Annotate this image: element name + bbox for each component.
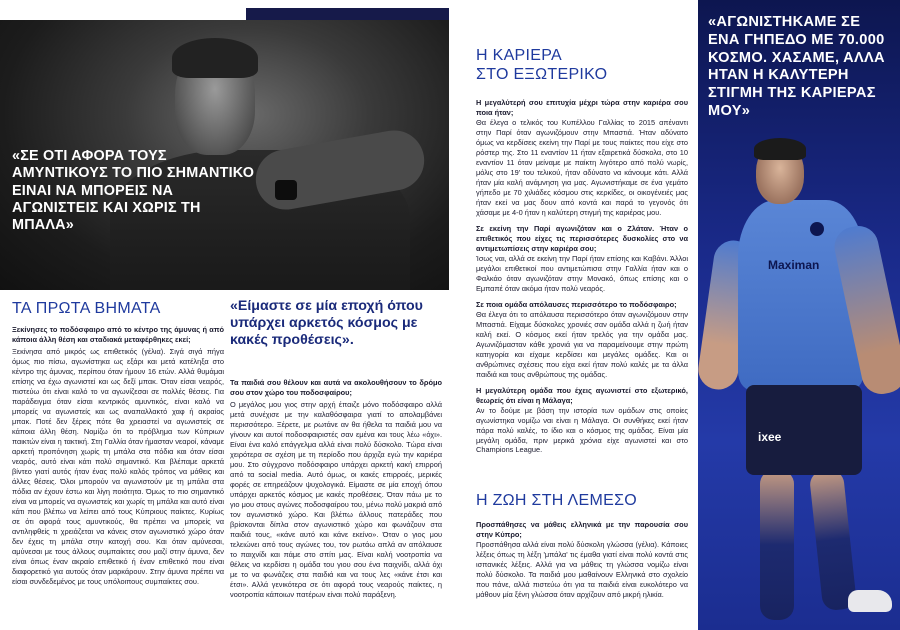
- answer-biggest-success: Θα έλεγα ο τελικός του Κυπέλλου Γαλλίας το 2015 απέναντι στην Παρί όταν αγωνιζόμουν στην Μπαστιά. Ήταν αδύνατο όμως να κερδίσεις εκείνη την Παρί με τους παίκτες που είχε στο ρόστερ της. Στο 11 εναντίον 11 ήταν εξαιρετικά δύσκολα, στο 10 εναντίον 11 όταν μείναμε με παίκτη λιγότερο από πολύ νωρίς, μόλις στο 19' του τελικού, ήταν αδύνατο να κάνουμε κάτι. Αλλά ήταν μία καλή ανάμνηση για μας. Αγωνιστήκαμε σε ένα γεμάτο γήπεδο με 70 χιλιάδες κόσμου στις κερκίδες, οι οικογένειές μας ήταν εκεί να μας δουν από κοντά και παρά το γεγονός ότι χάσαμε με 4-0 ήταν η καλύτερη στιγμή της καριέρας μου.: [476, 117, 688, 217]
- column-career-abroad: [476, 98, 688, 461]
- question-malaga: Η μεγαλύτερη ομάδα που έχεις αγωνιστεί στο εξωτερικό, θεωρείς ότι είναι η Μάλαγα;: [476, 385, 688, 405]
- pull-quote: «Είμαστε σε μία εποχή όπου υπάρχει αρκετός κόσμος με κακές προθέσεις».: [230, 298, 423, 349]
- answer-enjoyed-most: Θα έλεγα ότι το απόλαυσα περισσότερο όταν αγωνιζόμουν στην Μπαστιά. Είχαμε δύσκολες χρονιές σαν ομάδα αλλά η ζωή ήταν καλή εκεί. Ο κόσμος εκεί ήταν τρελός για την ομάδα μας. Αγωνιζόμασταν κάθε χρονιά για να παραμείνουμε στην πρώτη κατηγορία και είχαμε κερδίσει και μεγάλες ομάδες. Και οι ανθρώπινες σχέσεις που είχα εκεί ήταν πολύ καλές με τα άλλα παιδιά και τους ανθρώπους της ομάδας.: [476, 309, 688, 379]
- player-portrait-photo: [0, 20, 449, 290]
- question-greek: Προσπάθησες να μάθεις ελληνικά με την παρουσία σου στην Κύπρο;: [476, 520, 688, 539]
- question-enjoyed-most: Σε ποια ομάδα απόλαυσες περισσότερο το ποδόσφαιρο;: [476, 299, 677, 309]
- heading-line-2: ΣΤΟ ΕΞΩΤΕΡΙΚΟ: [476, 66, 608, 84]
- jersey-sponsor: Maximan: [768, 258, 820, 272]
- portrait-hair: [172, 38, 258, 78]
- player-left-leg: [760, 470, 794, 620]
- watch-icon: [275, 180, 297, 200]
- answer-malaga: Αν το δούμε με βάση την ιστορία των ομάδων στις οποίες αγωνίστηκα νομίζω ναι είναι η Μάλαγα. Οι συνθήκες εκεί ήταν πάρα πολύ καλές, το ίδιο και ο κόσμος της ομάδας. Είναι μία μεγάλη ομάδα, πριν μερικά χρόνια είχε αγωνιστεί και στο Champions League.: [476, 405, 688, 455]
- right-feature-panel: [698, 0, 900, 630]
- column-children: [230, 378, 442, 600]
- top-accent-bar: [246, 8, 449, 20]
- player-hair: [754, 138, 806, 160]
- answer-zlatan: Ίσως ναι, αλλά σε εκείνη την Παρί ήταν επίσης και Καβάνι. Άλλοι μεγάλοι επιθετικοί που αντιμετώπισα στην Γαλλία ήταν και ο Φαλκάο όταν αγωνιζόταν στην Μονακό, όπως επίσης και ο Εμπαπέ όταν ακόμα ήταν πολύ νεαρός.: [476, 253, 688, 293]
- portrait-quote: «ΣΕ ΟΤΙ ΑΦΟΡΑ ΤΟΥΣ ΑΜΥΝΤΙΚΟΥΣ ΤΟ ΠΙΟ ΣΗΜΑΝΤΙΚΟ ΕΙΝΑΙ ΝΑ ΜΠΟΡΕΙΣ ΝΑ ΑΓΩΝΙΣΤΕΙΣ ΚΑΙ ΧΩΡΙΣ ΤΗ ΜΠΑΛΑ»: [12, 148, 255, 234]
- column-first-steps: [12, 325, 224, 587]
- question-biggest-success: Η μεγαλύτερή σου επιτυχία μέχρι τώρα στην καριέρα σου ποια ήταν;: [476, 98, 688, 117]
- question-first-steps: Ξεκίνησες το ποδόσφαιρο από το κέντρο της άμυνας ή από κάποια άλλη θέση και σταδιακά μεταφέρθηκες εκεί;: [12, 325, 224, 344]
- player-right-leg: [809, 469, 857, 612]
- player-action-photo: [698, 130, 900, 630]
- section-heading-life-limassol: Η ΖΩΗ ΣΤΗ ΛΕΜΕΣΟ: [476, 492, 638, 509]
- question-children: Τα παιδιά σου θέλουν και αυτά να ακολουθήσουν το δρόμο σου στον χώρο του ποδοσφαίρου;: [230, 378, 442, 397]
- right-quote: «ΑΓΩΝΙΣΤΗΚΑΜΕ ΣΕ ΕΝΑ ΓΗΠΕΔΟ ΜΕ 70.000 ΚΟΣΜΟ. ΧΑΣΑΜΕ, ΑΛΛΑ ΗΤΑΝ Η ΚΑΛΥΤΕΡΗ ΣΤΙΓΜΗ ΤΗΣ ΚΑΡΙΕΡΑΣ ΜΟΥ»: [708, 14, 885, 119]
- heading-line-1: Η ΚΑΡΙΕΡΑ: [476, 47, 562, 64]
- answer-children: Ο μεγάλος μου γιος στην αρχή έπαιζε μόνο ποδόσφαιρο αλλά μετά συνέχισε με την καλαθόσφαιρα γιατί το απολαμβάνει περισσότερο. Ξέρετε, με ρωτάνε αν θα ήθελα τα παιδιά μου να γίνουν και αυτοί ποδοσφαιριστές σαν εμένα και τους λέω «όχι». Είναι ένα καλό επάγγελμα αλλά είναι πολύ δύσκολο. Τώρα είναι χειρότερα σε σχέση με τη περίοδο που άρχιζα εγώ την καριέρα μου. Στο σύγχρονο ποδόσφαιρο υπάρχει αρκετή κακή επιρροή από τα social media. Αυτό όμως, οι κακές επιρροές, μερικές φορές σε επηρεάζουν ψυχολογικά. Είμαστε σε μία εποχή όπου υπάρχει αρκετός κόσμος με κακές προθέσεις. Όταν πάω με το γιο μου στους αγώνες ποδοσφαίρου του, μένω πολύ μακριά από τον αγωνιστικό χώρο. Και βλέπω άλλους πατεράδες που βρίσκονται δίπλα στον αγωνιστικό χώρο και φωνάζουν στα παιδιά τους, «κάνε αυτό και κάνε εκείνο». Όταν ο γιος μου τελειώνει από τους αγώνες του, τον ρωτάω απλά αν απόλαυσε το παιχνίδι και πάμε στο σπίτι μας. Είναι καλή νοοτροπία να θέλεις να κερδίσει η ομάδα του γιου σου ένα παιχνίδι, αλλά όχι με το να φωνάζεις στα παιδιά και να τους λες «κάνε έτσι και έτσι». Αλλά γενικότερα σε ότι αφορά τους νεαρούς παίκτες, η νοοτροπία κάποιων πατέρων είναι πολύ παράξενη.: [230, 399, 442, 599]
- question-zlatan: Σε εκείνη την Παρί αγωνιζόταν και ο Ζλάταν. Ήταν ο επιθετικός που είχες τις περισσότερες δυσκολίες στο να αντιμετωπίσεις στην καριέρα σου;: [476, 223, 688, 253]
- column-life-limassol: [476, 520, 688, 600]
- shorts-sponsor: ixee: [758, 430, 782, 444]
- answer-greek: Προσπάθησα αλλά είναι πολύ δύσκολη γλώσσα (γέλια). Κάποιες λέξεις όπως τη λέξη 'μπάλα' τις έμαθα γιατί είναι πολύ κοντά στις ισπανικές λέξεις. Αλλά για να μάθεις τη γλώσσα νομίζω είναι πολύ δύσκολο. Τα παιδιά μου μαθαίνουν Ελληνικά στο σχολείο που πάνε, αλλά πιστεύω ότι για τα παιδιά είναι ευκολότερο να μάθουν μία ξένη γλώσσα όταν αρχίζουν από μικρή ηλικία.: [476, 539, 688, 599]
- section-heading-career-abroad: [476, 46, 607, 84]
- boot-icon: [848, 590, 892, 612]
- answer-first-steps: Ξεκίνησα από μικρός ως επιθετικός (γέλια). Σιγά σιγά πήγα όμως πιο πίσω, αγωνίστηκα ως εξάρι και μετά κατέληξα στο κέντρο της άμυνας, περίπου όταν ήμουν 16 ετών. Αλλά θυμάμαι επίσης να έχω αγωνιστεί και ως δεξί μπακ. Όταν είσαι νεαρός, πιστεύω ότι είναι καλό το να αγωνίζεσαι σε πολλές θέσεις. Για παράδειγμα όταν είσαι κεντρικός αμυντικός, είναι καλό να μπορείς να αγωνιστείς και ως αναπαλλακτό χαφ ή ακραίος μπακ. Ποτέ δεν ξέρεις πότε θα χρειαστεί να αγωνιστείς σε κάποια άλλη θέση. Νομίζω ότι το πρόβλημα των Κύπριων παικτών είναι η τακτική. Στη Γαλλία όταν ήμασταν νεαροί, κάναμε αρκετή προπόνηση χωρίς τη μπάλα στα πόδια και όταν είσαι νεαρός, αυτό είναι κάτι πολύ σημαντικό. Και βλέπαμε αρκετά βίντεο γιατί αυτός ήταν ένας πολύ καλός τρόπος να μάθεις και άλλες θέσεις. Όλοι μπορούν να αγωνιστούν με τη μπάλα στα πόδια αν έχουν έστω και λίγη ποιότητα. Όμως το πιο σημαντικό είναι να μπορείς να αγωνιστείς και χωρίς τη μπάλα και αυτό είναι κάτι που βλέπω να λείπει από τους Κύπριους παίκτες. Κυρίως σε ότι αφορά τους αμυντικούς, θα πρέπει να μπορείς να αντιληφθείς τι χρειάζεται να κάνεις στον αγωνιστικό χώρο όταν δεν έχεις τη μπάλα στην κατοχή σου. Και όταν αμύνεσαι, αμύνεσαι με τους άλλους συμπαίκτες σου μαζί στην άμυνα, δεν είναι όπως έναν ακραίο επιθετικό ή έναν επιθετικό που είναι διαφορετικό για αυτούς όταν μαρκάρουν. Στην άμυνα πρέπει να είσαι συνδεδεμένος με τους υπόλοιπους συμπαίκτες σου.: [12, 346, 224, 586]
- club-crest-icon: [810, 222, 824, 236]
- section-heading-first-steps: ΤΑ ΠΡΩΤΑ ΒΗΜΑΤΑ: [12, 300, 161, 317]
